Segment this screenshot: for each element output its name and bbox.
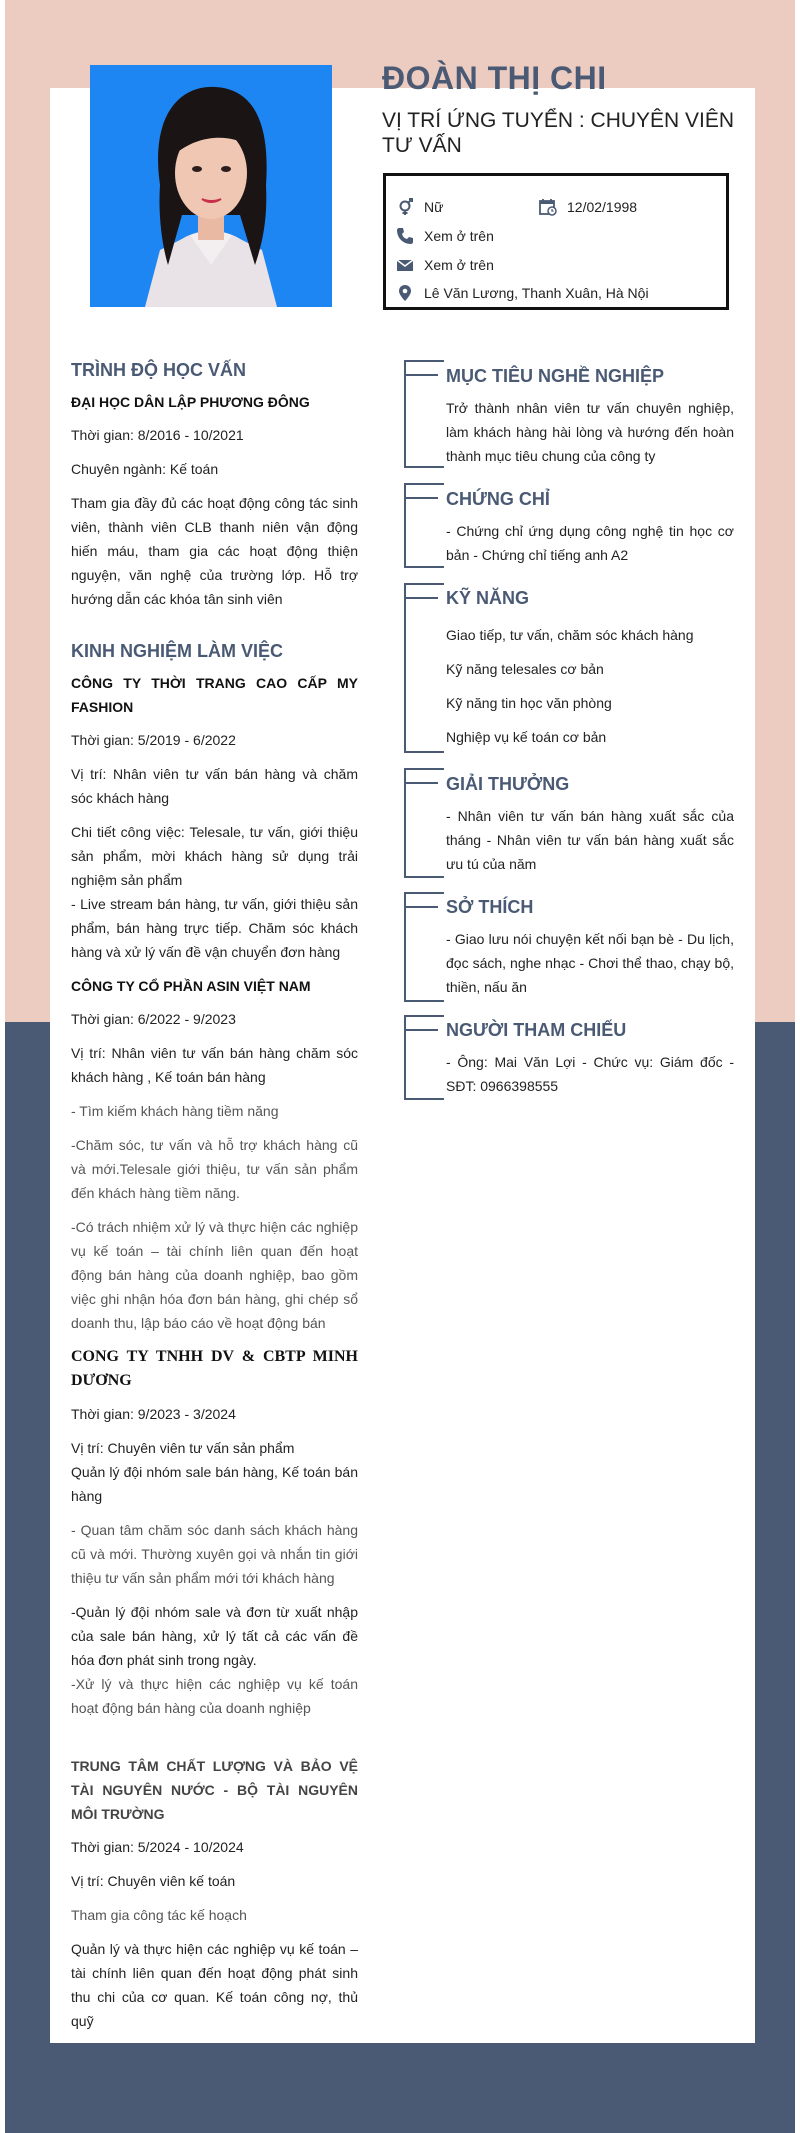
- skill-item: Giao tiếp, tư vấn, chăm sóc khách hàng: [446, 627, 694, 643]
- certificates-title: CHỨNG CHỈ: [446, 489, 550, 509]
- job-detail: -Chăm sóc, tư vấn và hỗ trợ khách hàng cũ và mới.Telesale giới thiệu, tư vấn sản phẩm đến khách hàng tiềm năng.: [71, 1137, 358, 1201]
- birthdate-row: [539, 198, 637, 216]
- email-icon: [396, 256, 414, 274]
- job-detail: Chi tiết công việc: Telesale, tư vấn, giới thiệu sản phẩm, mời khách hàng sử dụng trải nghiệm sản phẩm: [71, 824, 358, 888]
- left-column: [71, 360, 358, 2043]
- certificates-text: - Chứng chỉ ứng dụng công nghệ tin học cơ bản - Chứng chỉ tiếng anh A2: [446, 523, 734, 563]
- calendar-icon: [539, 198, 557, 216]
- gender-value: Nữ: [424, 199, 444, 215]
- hobbies-title: SỞ THÍCH: [446, 897, 534, 917]
- job-company: CÔNG TY CỔ PHẦN ASIN VIỆT NAM: [71, 978, 311, 994]
- applied-position: VỊ TRÍ ỨNG TUYỂN : CHUYÊN VIÊN TƯ VẤN: [382, 109, 735, 157]
- certificates-bracket: [404, 483, 444, 568]
- awards-title: GIẢI THƯỞNG: [446, 774, 570, 794]
- job-detail: Quản lý và thực hiện các nghiệp vụ kế toán – tài chính liên quan đến hoạt động phát sinh thu chi của cơ quan. Kế toán công nợ, thủ quỹ: [71, 1941, 358, 2029]
- reference-bracket: [404, 1015, 444, 1100]
- education-major: Chuyên ngành: Kế toán: [71, 461, 219, 477]
- gender-icon: [396, 198, 414, 216]
- job-entry: [71, 974, 358, 1335]
- birthdate-value: 12/02/1998: [567, 199, 638, 215]
- job-entry: [71, 1345, 358, 1720]
- reference-title: NGƯỜI THAM CHIẾU: [446, 1020, 627, 1040]
- job-detail: - Tìm kiếm khách hàng tiềm năng: [71, 1103, 279, 1119]
- gender-row: [396, 198, 443, 216]
- awards-bracket: [404, 768, 444, 878]
- reference-text: - Ông: Mai Văn Lợi - Chức vụ: Giám đốc - SĐT: 0966398555: [446, 1054, 734, 1094]
- objective-title: MỤC TIÊU NGHỀ NGHIỆP: [446, 366, 665, 386]
- job-detail: - Live stream bán hàng, tư vấn, giới thiệu sản phẩm, bán hàng trực tiếp. Chăm sóc khách hàng và xử lý vấn đề vận chuyển đơn hàng: [71, 896, 358, 960]
- school-name: ĐẠI HỌC DÂN LẬP PHƯƠNG ĐÔNG: [71, 394, 310, 410]
- awards-text: - Nhân viên tư vấn bán hàng xuất sắc của tháng - Nhân viên tư vấn bán hàng xuất sắc ưu tú của năm: [446, 808, 734, 872]
- email-value: Xem ở trên: [424, 257, 494, 273]
- education-description: Tham gia đầy đủ các hoạt động công tác sinh viên, thành viên CLB thanh niên vận động hiến máu, tham gia các hoạt động thiện nguyện, văn nghệ của trường lớp. Hỗ trợ hướng dẫn các khóa tân sinh viên: [71, 495, 358, 607]
- job-detail: - Quan tâm chăm sóc danh sách khách hàng cũ và mới. Thường xuyên gọi và nhắn tin giới thiệu tư vấn sản phẩm mới tới khách hàng: [71, 1522, 358, 1586]
- job-time: Thời gian: 6/2022 - 9/2023: [71, 1011, 236, 1027]
- awards-section: [446, 774, 734, 886]
- job-role: Quản lý đội nhóm sale bán hàng, Kế toán bán hàng: [71, 1464, 358, 1504]
- job-detail: -Có trách nhiệm xử lý và thực hiện các nghiệp vụ kế toán – tài chính liên quan đến hoạt động bán hàng của doanh nghiệp, bao gồm việc ghi nhận hóa đơn bán hàng, ghi chép sổ doanh thu, lập báo cáo về hoạt động bán: [71, 1219, 358, 1331]
- objective-bracket: [404, 360, 444, 468]
- job-time: Thời gian: 9/2023 - 3/2024: [71, 1406, 236, 1422]
- job-time: Thời gian: 5/2019 - 6/2022: [71, 732, 236, 748]
- objective-text: Trở thành nhân viên tư vấn chuyên nghiệp, làm khách hàng hài lòng và hướng đến hoàn thành mục tiêu chung của công ty: [446, 400, 734, 464]
- candidate-name: ĐOÀN THỊ CHI: [382, 60, 607, 96]
- address-row: [396, 284, 649, 302]
- experience-title: KINH NGHIỆM LÀM VIỆC: [71, 641, 284, 661]
- objective-section: [446, 366, 734, 478]
- job-detail: Tham gia công tác kế hoạch: [71, 1907, 247, 1923]
- job-role: Vị trí: Chuyên viên tư vấn sản phẩm: [71, 1440, 295, 1456]
- job-detail: -Quản lý đội nhóm sale và đơn từ xuất nhập của sale bán hàng, xử lý tất cả các vấn đề hóa đơn phát sinh trong ngày.: [71, 1604, 358, 1668]
- skill-item: Kỹ năng telesales cơ bản: [446, 661, 604, 677]
- job-company: CONG TY TNHH DV & CBTP MINH DƯƠNG: [71, 1348, 358, 1389]
- location-icon: [396, 284, 414, 302]
- email-row: [396, 256, 494, 274]
- phone-value: Xem ở trên: [424, 228, 494, 244]
- address-value: Lê Văn Lương, Thanh Xuân, Hà Nội: [424, 285, 649, 301]
- certificates-section: [446, 489, 734, 577]
- skill-item: Kỹ năng tin học văn phòng: [446, 695, 612, 711]
- education-section: [71, 360, 358, 611]
- contact-info-box: [383, 173, 729, 310]
- phone-icon: [396, 227, 414, 245]
- phone-row: [396, 227, 494, 245]
- education-title: TRÌNH ĐỘ HỌC VẤN: [71, 360, 246, 380]
- skills-section: [446, 588, 734, 759]
- skills-bracket: [404, 583, 444, 753]
- job-company: TRUNG TÂM CHẤT LƯỢNG VÀ BẢO VỆ TÀI NGUYÊN NƯỚC - BỘ TÀI NGUYÊN MÔI TRƯỜNG: [71, 1758, 358, 1822]
- job-role: Vị trí: Chuyên viên kế toán: [71, 1873, 236, 1889]
- skill-item: Nghiệp vụ kế toán cơ bản: [446, 729, 607, 745]
- profile-photo: [90, 65, 332, 307]
- education-time: Thời gian: 8/2016 - 10/2021: [71, 427, 244, 443]
- job-company: CÔNG TY THỜI TRANG CAO CẤP MY FASHION: [71, 675, 358, 715]
- job-role: Vị trí: Nhân viên tư vấn bán hàng chăm sóc khách hàng , Kế toán bán hàng: [71, 1045, 358, 1085]
- experience-section: [71, 641, 358, 2033]
- skills-title: KỸ NĂNG: [446, 588, 530, 608]
- job-detail: -Xử lý và thực hiện các nghiệp vụ kế toán hoạt động bán hàng của doanh nghiệp: [71, 1676, 358, 1716]
- job-entry: [71, 1754, 358, 2033]
- hobbies-text: - Giao lưu nói chuyện kết nối bạn bè - Du lịch, đọc sách, nghe nhạc - Chơi thể thao, chạy bộ, thiền, nấu ăn: [446, 931, 734, 995]
- job-role: Vị trí: Nhân viên tư vấn bán hàng và chăm sóc khách hàng: [71, 766, 358, 806]
- job-entry: [71, 671, 358, 964]
- hobbies-section: [446, 897, 734, 1009]
- job-time: Thời gian: 5/2024 - 10/2024: [71, 1839, 244, 1855]
- reference-section: [446, 1020, 734, 1108]
- hobbies-bracket: [404, 892, 444, 1002]
